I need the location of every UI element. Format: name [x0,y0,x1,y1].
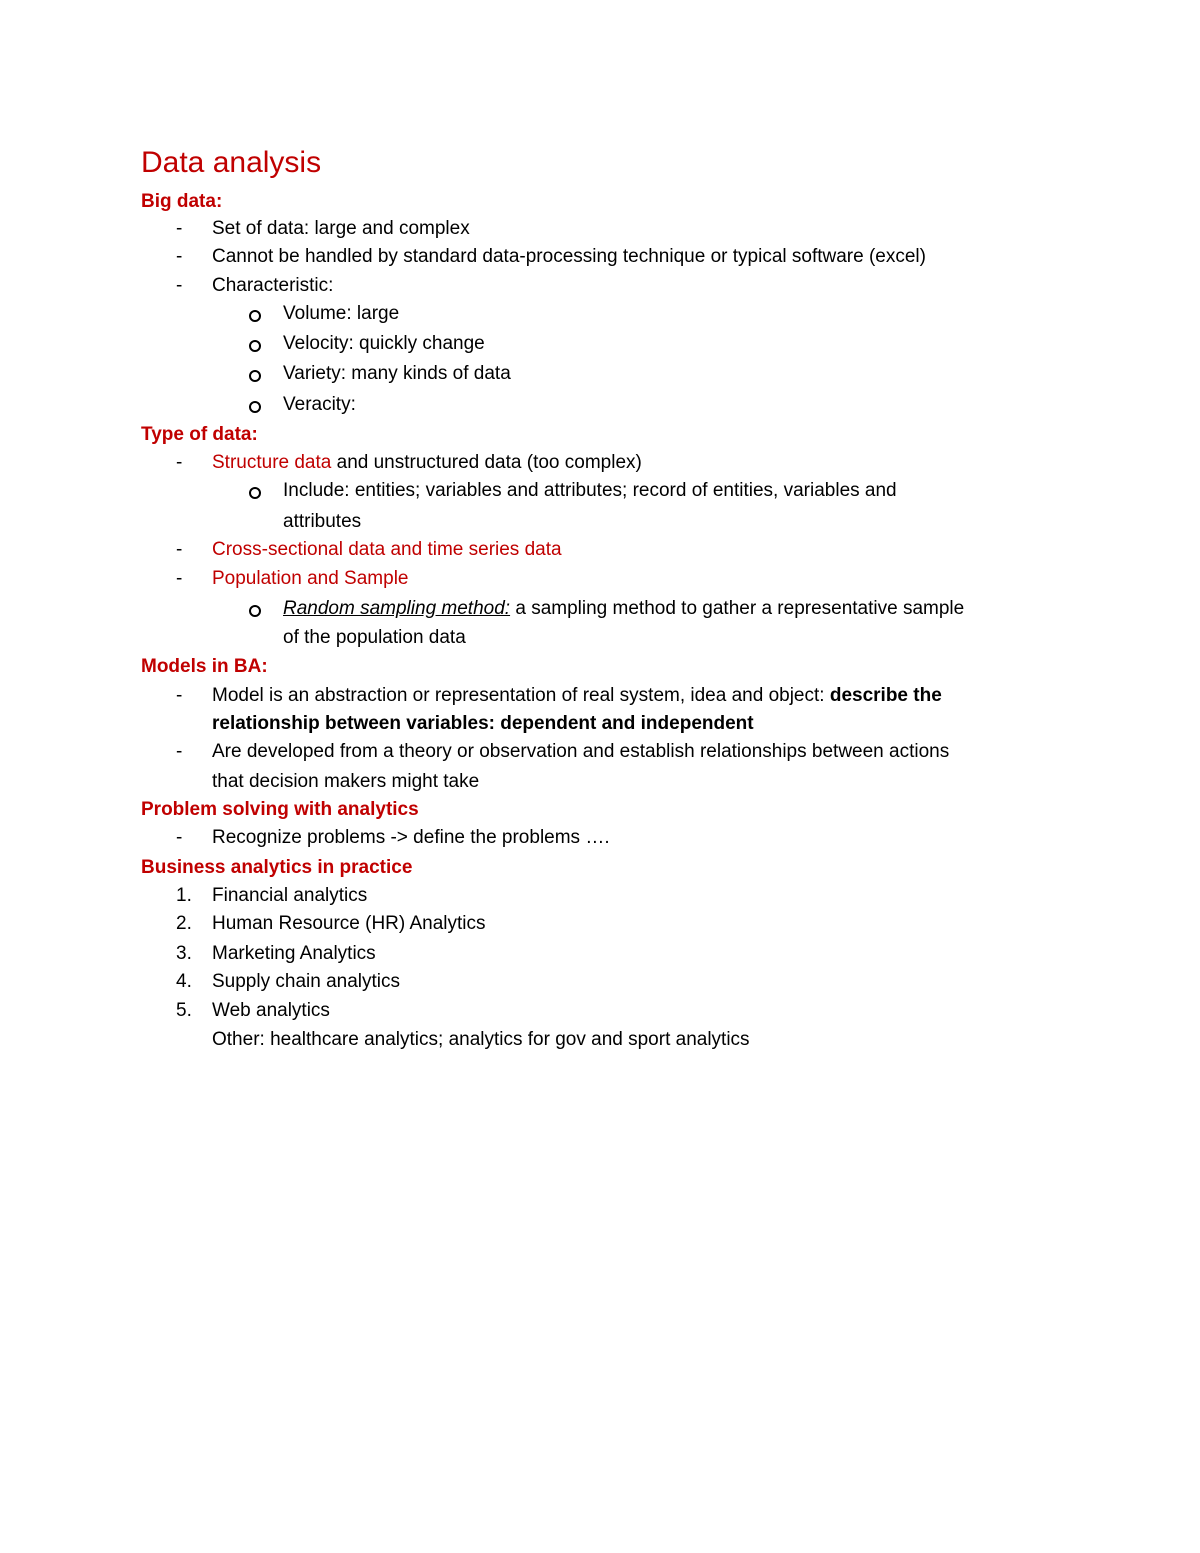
practice-item-4: Supply chain analytics [212,971,400,992]
models-item-2-line-2: that decision makers might take [212,771,480,792]
heading-big-data: Big data: [141,191,223,212]
type-sub-2-line-1 [283,594,964,623]
models-item-1-line-1 [212,681,942,710]
characteristic-veracity: Veracity: [283,394,356,415]
characteristic-variety: Variety: many kinds of data [283,363,511,384]
type-sub-1-line-2: attributes [283,511,362,532]
circle-bullet-icon [249,370,261,382]
list-number: 2. [176,913,192,934]
heading-type-of-data: Type of data: [141,424,258,445]
models-item-1-line-2: relationship between variables: dependent and independent [212,713,754,734]
type-sub-1-line-1: Include: entities; variables and attributes; record of entities, variables and [283,480,897,501]
big-data-item-2: Cannot be handled by standard data-processing technique or typical software (excel) [212,246,926,267]
list-number: 1. [176,885,192,906]
dash-bullet: - [176,218,183,239]
circle-bullet-icon [249,340,261,352]
list-number: 4. [176,971,192,992]
list-number: 3. [176,943,192,964]
type-item-2: Cross-sectional data and time series data [212,539,562,560]
dash-bullet: - [176,568,183,589]
circle-bullet-icon [249,605,261,617]
circle-bullet-icon [249,487,261,499]
list-number: 5. [176,1000,192,1021]
type-item-3: Population and Sample [212,568,409,589]
practice-item-2: Human Resource (HR) Analytics [212,913,486,934]
big-data-item-1: Set of data: large and complex [212,218,470,239]
big-data-item-3: Characteristic: [212,275,334,296]
problem-item-1: Recognize problems -> define the problems …. [212,827,610,848]
dash-bullet: - [176,539,183,560]
random-sampling-definition: a sampling method to gather a representative sample [510,598,965,619]
dash-bullet: - [176,275,183,296]
models-item-1-bold: describe the [829,685,942,706]
practice-item-3: Marketing Analytics [212,943,376,964]
type-sub-2-line-2: of the population data [283,627,466,648]
page-title: Data analysis [141,146,322,179]
type-item-1-rest: and unstructured data (too complex) [331,452,642,473]
characteristic-velocity: Velocity: quickly change [283,333,485,354]
heading-models: Models in BA: [141,656,268,677]
dash-bullet: - [176,246,183,267]
type-item-1-highlight: Structure data [212,452,332,473]
practice-other: Other: healthcare analytics; analytics for gov and sport analytics [212,1029,750,1050]
circle-bullet-icon [249,401,261,413]
circle-bullet-icon [249,310,261,322]
dash-bullet: - [176,741,183,762]
heading-problem-solving: Problem solving with analytics [141,799,419,820]
characteristic-volume: Volume: large [283,303,400,324]
type-item-1 [212,448,642,477]
random-sampling-term: Random sampling method: [283,598,511,619]
practice-item-5: Web analytics [212,1000,330,1021]
dash-bullet: - [176,685,183,706]
models-item-1-plain: Model is an abstraction or representation of real system, idea and object: [212,685,830,706]
dash-bullet: - [176,827,183,848]
practice-item-1: Financial analytics [212,885,368,906]
heading-practice: Business analytics in practice [141,857,413,878]
models-item-2-line-1: Are developed from a theory or observation and establish relationships between actions [212,741,950,762]
dash-bullet: - [176,452,183,473]
